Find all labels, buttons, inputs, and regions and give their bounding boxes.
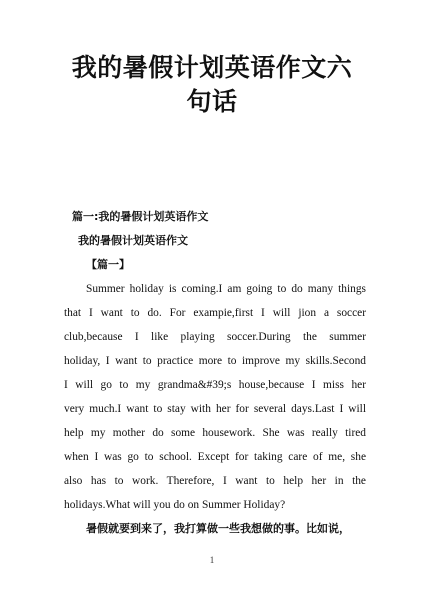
paragraph-line: that I want to do. For exampie,first I will jion a soccer (64, 307, 366, 319)
section-heading: 篇一:我的暑假计划英语作文 (72, 210, 209, 223)
paragraph-line: I will go to my grandma&#39;s house,because I miss her (64, 379, 366, 391)
paragraph-line: club,because I like playing soccer.During the summer (64, 331, 366, 343)
paragraph-line: when I was go to school. Except for taking care of me, she (64, 451, 366, 463)
paragraph-line: also has to work. Therefore, I want to help her in the (64, 475, 366, 487)
page-number: 1 (209, 555, 215, 565)
paragraph-line: holidays.What will you do on Summer Holiday? (64, 499, 286, 511)
subheading: 我的暑假计划英语作文 (78, 234, 188, 247)
document-title-line-2: 句话 (186, 87, 238, 116)
paragraph-line: holiday, I want to practice more to improve my skills.Second (64, 355, 366, 367)
paragraph-line: very much.I want to stay with her for several days.Last I will (64, 403, 366, 415)
chinese-paragraph-line: 暑假就要到来了，我打算做一些我想做的事。比如说， (86, 522, 350, 535)
document-title-line-1: 我的暑假计划英语作文六 (71, 53, 353, 82)
paragraph-line: Summer holiday is coming.I am going to do many things (86, 283, 366, 295)
paragraph-line: help my mother do some housework. She was really tired (64, 427, 366, 439)
bracket-heading: 【篇一】 (86, 258, 130, 271)
